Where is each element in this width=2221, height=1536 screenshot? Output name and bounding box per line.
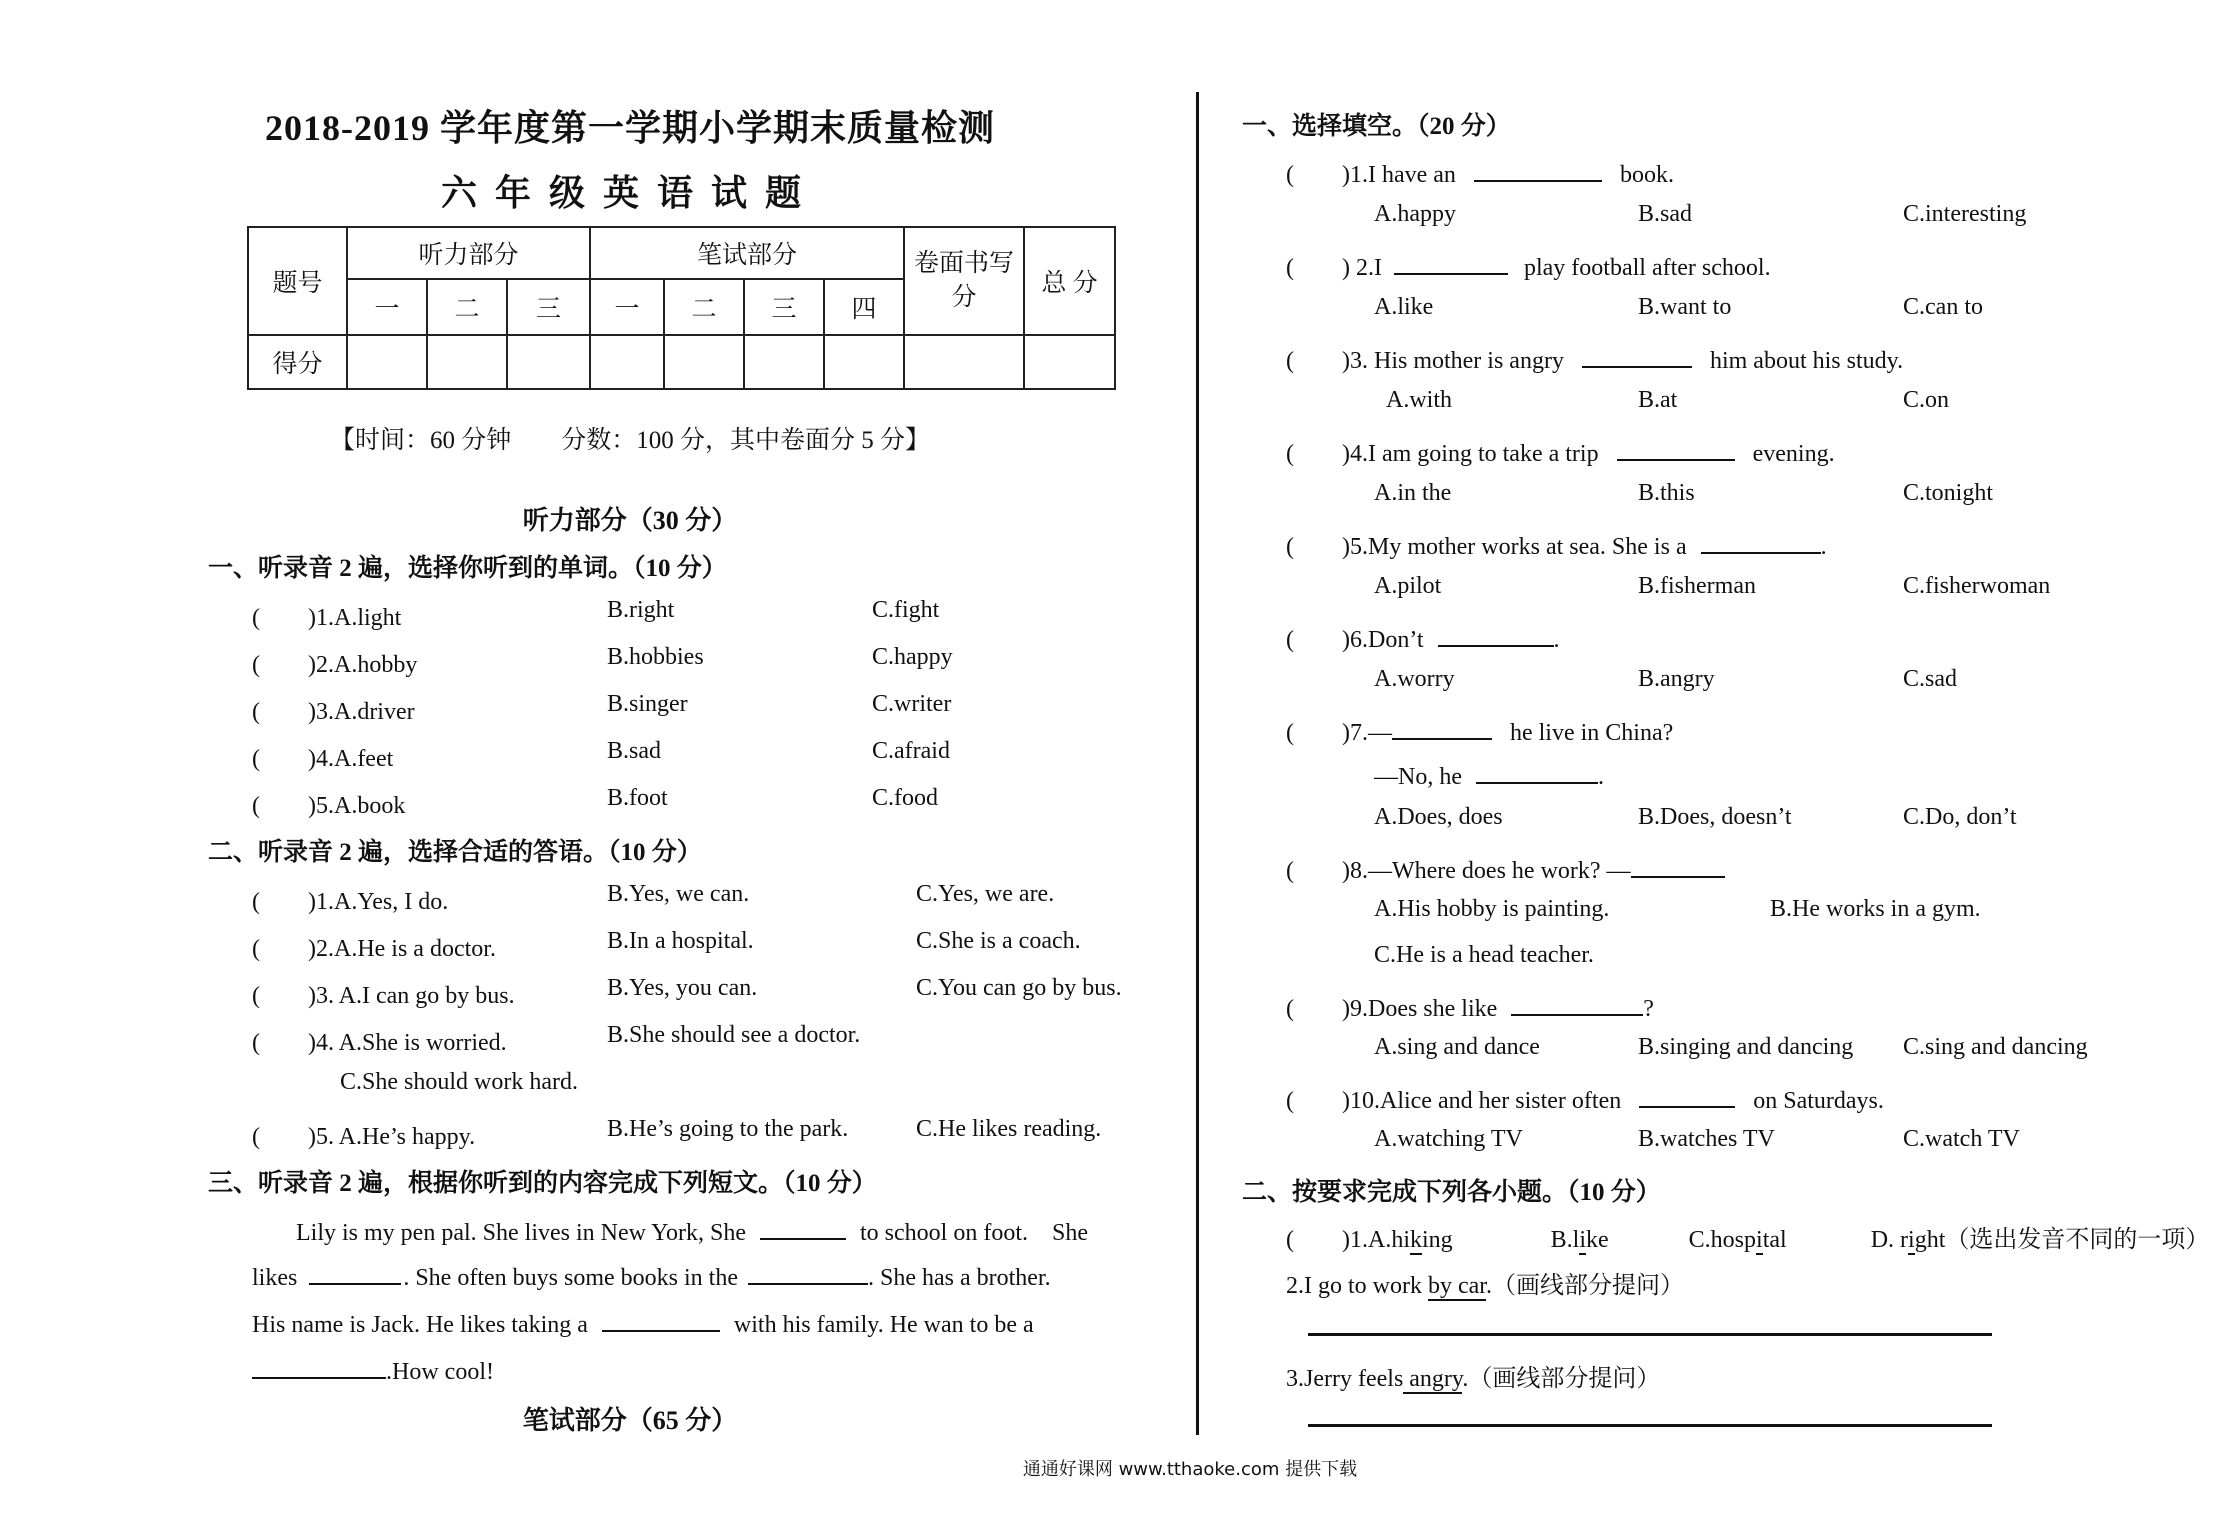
question-option: B.Yes, you can.	[607, 975, 758, 1001]
question-option: C.Yes, we are.	[916, 881, 1055, 907]
answer-blank[interactable]	[1394, 249, 1508, 275]
score-cell[interactable]	[347, 335, 427, 389]
score-table-col: 三	[744, 279, 824, 335]
listening-heading: 听力部分（30 分）	[522, 506, 738, 535]
mc-option: A.worry	[1374, 666, 1455, 692]
mc-option: C.interesting	[1903, 201, 2027, 227]
score-cell[interactable]	[507, 335, 590, 389]
question-option: C.writer	[872, 691, 952, 717]
question-option: ( )1.A.Yes, I do.	[252, 889, 449, 915]
column-divider	[1196, 92, 1199, 1435]
mc-question-9: ( )9.Does she like ?	[1286, 988, 1654, 1023]
question-option: B.In a hospital.	[607, 928, 754, 954]
question-option: ( )2.A.hobby	[252, 652, 418, 678]
mc-option: B.sad	[1638, 201, 1692, 227]
answer-blank[interactable]	[1438, 621, 1554, 647]
mc-option: A.in the	[1374, 480, 1452, 506]
answer-blank[interactable]	[1617, 435, 1735, 461]
mc-option: C.sing and dancing	[1903, 1034, 2088, 1060]
mc-question-6: ( )6.Don’t .	[1286, 619, 1560, 654]
mc-option: C.watch TV	[1903, 1126, 2020, 1152]
mc-question-1: ( )1.I have an book.	[1286, 154, 1674, 189]
question-option: ( )3.A.driver	[252, 699, 415, 725]
mc-option: B.He works in a gym.	[1770, 896, 1981, 922]
question-option: B.right	[607, 597, 675, 623]
mc-option: B.Does, doesn’t	[1638, 804, 1792, 830]
score-table-total-header: 总 分	[1024, 227, 1115, 335]
score-table-score-label: 得分	[248, 335, 347, 389]
score-table-listening-header: 听力部分	[347, 227, 590, 279]
question-option: C.You can go by bus.	[916, 975, 1122, 1001]
question-option: C.food	[872, 785, 938, 811]
question-option: ( )4. A.She is worried.	[252, 1030, 507, 1056]
answer-blank[interactable]	[1582, 342, 1692, 368]
passage-blank[interactable]	[309, 1259, 401, 1285]
score-cell[interactable]	[664, 335, 744, 389]
score-cell[interactable]	[427, 335, 507, 389]
question-option: B.foot	[607, 785, 668, 811]
question-option: ( )4.A.feet	[252, 746, 394, 772]
score-cell[interactable]	[1024, 335, 1115, 389]
exam-info: 【时间：60 分钟 分数：100 分，其中卷面分 5 分】	[329, 427, 930, 454]
mc-question-2: ( ) 2.I play football after school.	[1286, 247, 1771, 282]
answer-line[interactable]	[1308, 1333, 1992, 1336]
exam-subtitle: 六年级英语试题	[440, 173, 819, 213]
mc-option: C.fisherwoman	[1903, 573, 2051, 599]
mc-question-7-reply: —No, he .	[1374, 758, 1604, 791]
score-cell[interactable]	[904, 335, 1024, 389]
score-cell[interactable]	[590, 335, 664, 389]
mc-option: A.pilot	[1374, 573, 1442, 599]
question-option: C.She is a coach.	[916, 928, 1081, 954]
mc-question-8: ( )8.—Where does he work? —	[1286, 850, 1725, 885]
mc-option: B.angry	[1638, 666, 1715, 692]
mc-option: C.Do, don’t	[1903, 804, 2017, 830]
mc-option: A.like	[1374, 294, 1434, 320]
question-option: B.Yes, we can.	[607, 881, 750, 907]
question-option: C.afraid	[872, 738, 950, 764]
answer-blank[interactable]	[1476, 758, 1598, 784]
mc-option: B.at	[1638, 387, 1678, 413]
mc-option: A.sing and dance	[1374, 1034, 1540, 1060]
mc-option: C.He is a head teacher.	[1374, 942, 1594, 968]
mc-option: B.want to	[1638, 294, 1732, 320]
score-table-writing-header: 笔试部分	[590, 227, 904, 279]
passage-line-1: Lily is my pen pal. She lives in New York, She to school on foot. She	[296, 1212, 1088, 1247]
rewrite-question-2: 2.I go to work by car.（画线部分提问）	[1286, 1273, 1684, 1299]
question-option: ( )3. A.I can go by bus.	[252, 983, 515, 1009]
answer-blank[interactable]	[1631, 852, 1725, 878]
score-table-col: 三	[507, 279, 590, 335]
question-option: B.He’s going to the park.	[607, 1116, 849, 1142]
score-table-col: 一	[590, 279, 664, 335]
writing-heading: 笔试部分（65 分）	[522, 1406, 738, 1435]
answer-blank[interactable]	[1474, 156, 1602, 182]
mc-option: C.on	[1903, 387, 1950, 413]
mc-option: B.fisherman	[1638, 573, 1756, 599]
score-table-col: 二	[427, 279, 507, 335]
passage-line-3: His name is Jack. He likes taking a with his family. He wan to be a	[252, 1306, 1034, 1339]
mc-option: A.Does, does	[1374, 804, 1503, 830]
footer-source: 通通好课网 www.tthaoke.com 提供下载	[1022, 1459, 1358, 1480]
answer-blank[interactable]	[1511, 990, 1643, 1016]
mc-option: B.this	[1638, 480, 1695, 506]
mc-question-4: ( )4.I am going to take a trip evening.	[1286, 433, 1835, 468]
question-option: C.happy	[872, 644, 953, 670]
answer-blank[interactable]	[1639, 1082, 1735, 1108]
question-option: B.sad	[607, 738, 661, 764]
passage-blank[interactable]	[760, 1214, 846, 1240]
mc-question-5: ( )5.My mother works at sea. She is a .	[1286, 526, 1827, 561]
mc-question-3: ( )3. His mother is angry him about his study.	[1286, 340, 1903, 375]
question-option: C.She should work hard.	[340, 1069, 578, 1095]
answer-blank[interactable]	[1392, 714, 1492, 740]
score-table-col: 一	[347, 279, 427, 335]
exam-title: 2018-2019 学年度第一学期小学期末质量检测	[265, 108, 995, 148]
mc-option: B.singing and dancing	[1638, 1034, 1854, 1060]
mc-question-7: ( )7.— he live in China?	[1286, 712, 1673, 747]
mc-option: A.watching TV	[1374, 1126, 1523, 1152]
score-table	[247, 226, 1116, 390]
question-option: B.She should see a doctor.	[607, 1022, 861, 1048]
score-cell[interactable]	[744, 335, 824, 389]
rewrite-question-3: 3.Jerry feels angry.（画线部分提问）	[1286, 1366, 1661, 1392]
listening-part2-heading: 二、听录音 2 遍，选择合适的答语。（10 分）	[208, 839, 702, 866]
mc-option: A.happy	[1374, 201, 1456, 227]
answer-blank[interactable]	[1701, 528, 1821, 554]
passage-blank[interactable]	[748, 1259, 868, 1285]
score-table-col: 二	[664, 279, 744, 335]
listening-part1-heading: 一、听录音 2 遍，选择你听到的单词。（10 分）	[208, 555, 727, 582]
listening-part3-heading: 三、听录音 2 遍，根据你听到的内容完成下列短文。（10 分）	[208, 1170, 877, 1197]
mc-question-10: ( )10.Alice and her sister often on Saturdays.	[1286, 1080, 1884, 1115]
phonics-question: ( )1.A.hiking B.like C.hospital D. right（选出发音不同的一项）	[1286, 1227, 2210, 1253]
score-table-neatness-header: 卷面书写分	[904, 227, 1024, 335]
passage-line-2: likes . She often buys some books in the . She has a brother.	[252, 1259, 1051, 1292]
score-cell[interactable]	[824, 335, 904, 389]
question-option: B.singer	[607, 691, 688, 717]
score-table-col: 四	[824, 279, 904, 335]
mc-option: C.tonight	[1903, 480, 1994, 506]
mc-option: A.His hobby is painting.	[1374, 896, 1610, 922]
question-option: C.fight	[872, 597, 940, 623]
question-option: ( )2.A.He is a doctor.	[252, 936, 496, 962]
passage-blank[interactable]	[252, 1353, 386, 1379]
question-option: B.hobbies	[607, 644, 704, 670]
mc-option: B.watches TV	[1638, 1126, 1775, 1152]
passage-blank[interactable]	[602, 1306, 720, 1332]
question-option: ( )5.A.book	[252, 793, 406, 819]
question-option: C.He likes reading.	[916, 1116, 1102, 1142]
score-table-question-label: 题号	[248, 227, 347, 335]
question-option: ( )5. A.He’s happy.	[252, 1124, 476, 1150]
answer-line[interactable]	[1308, 1424, 1992, 1427]
writing-part1-heading: 一、选择填空。（20 分）	[1242, 113, 1511, 140]
mc-option: A.with	[1386, 387, 1452, 413]
passage-line-4: .How cool!	[252, 1353, 494, 1386]
mc-option: C.sad	[1903, 666, 1957, 692]
question-option: ( )1.A.light	[252, 605, 402, 631]
mc-option: C.can to	[1903, 294, 1983, 320]
writing-part2-heading: 二、按要求完成下列各小题。（10 分）	[1242, 1179, 1661, 1206]
